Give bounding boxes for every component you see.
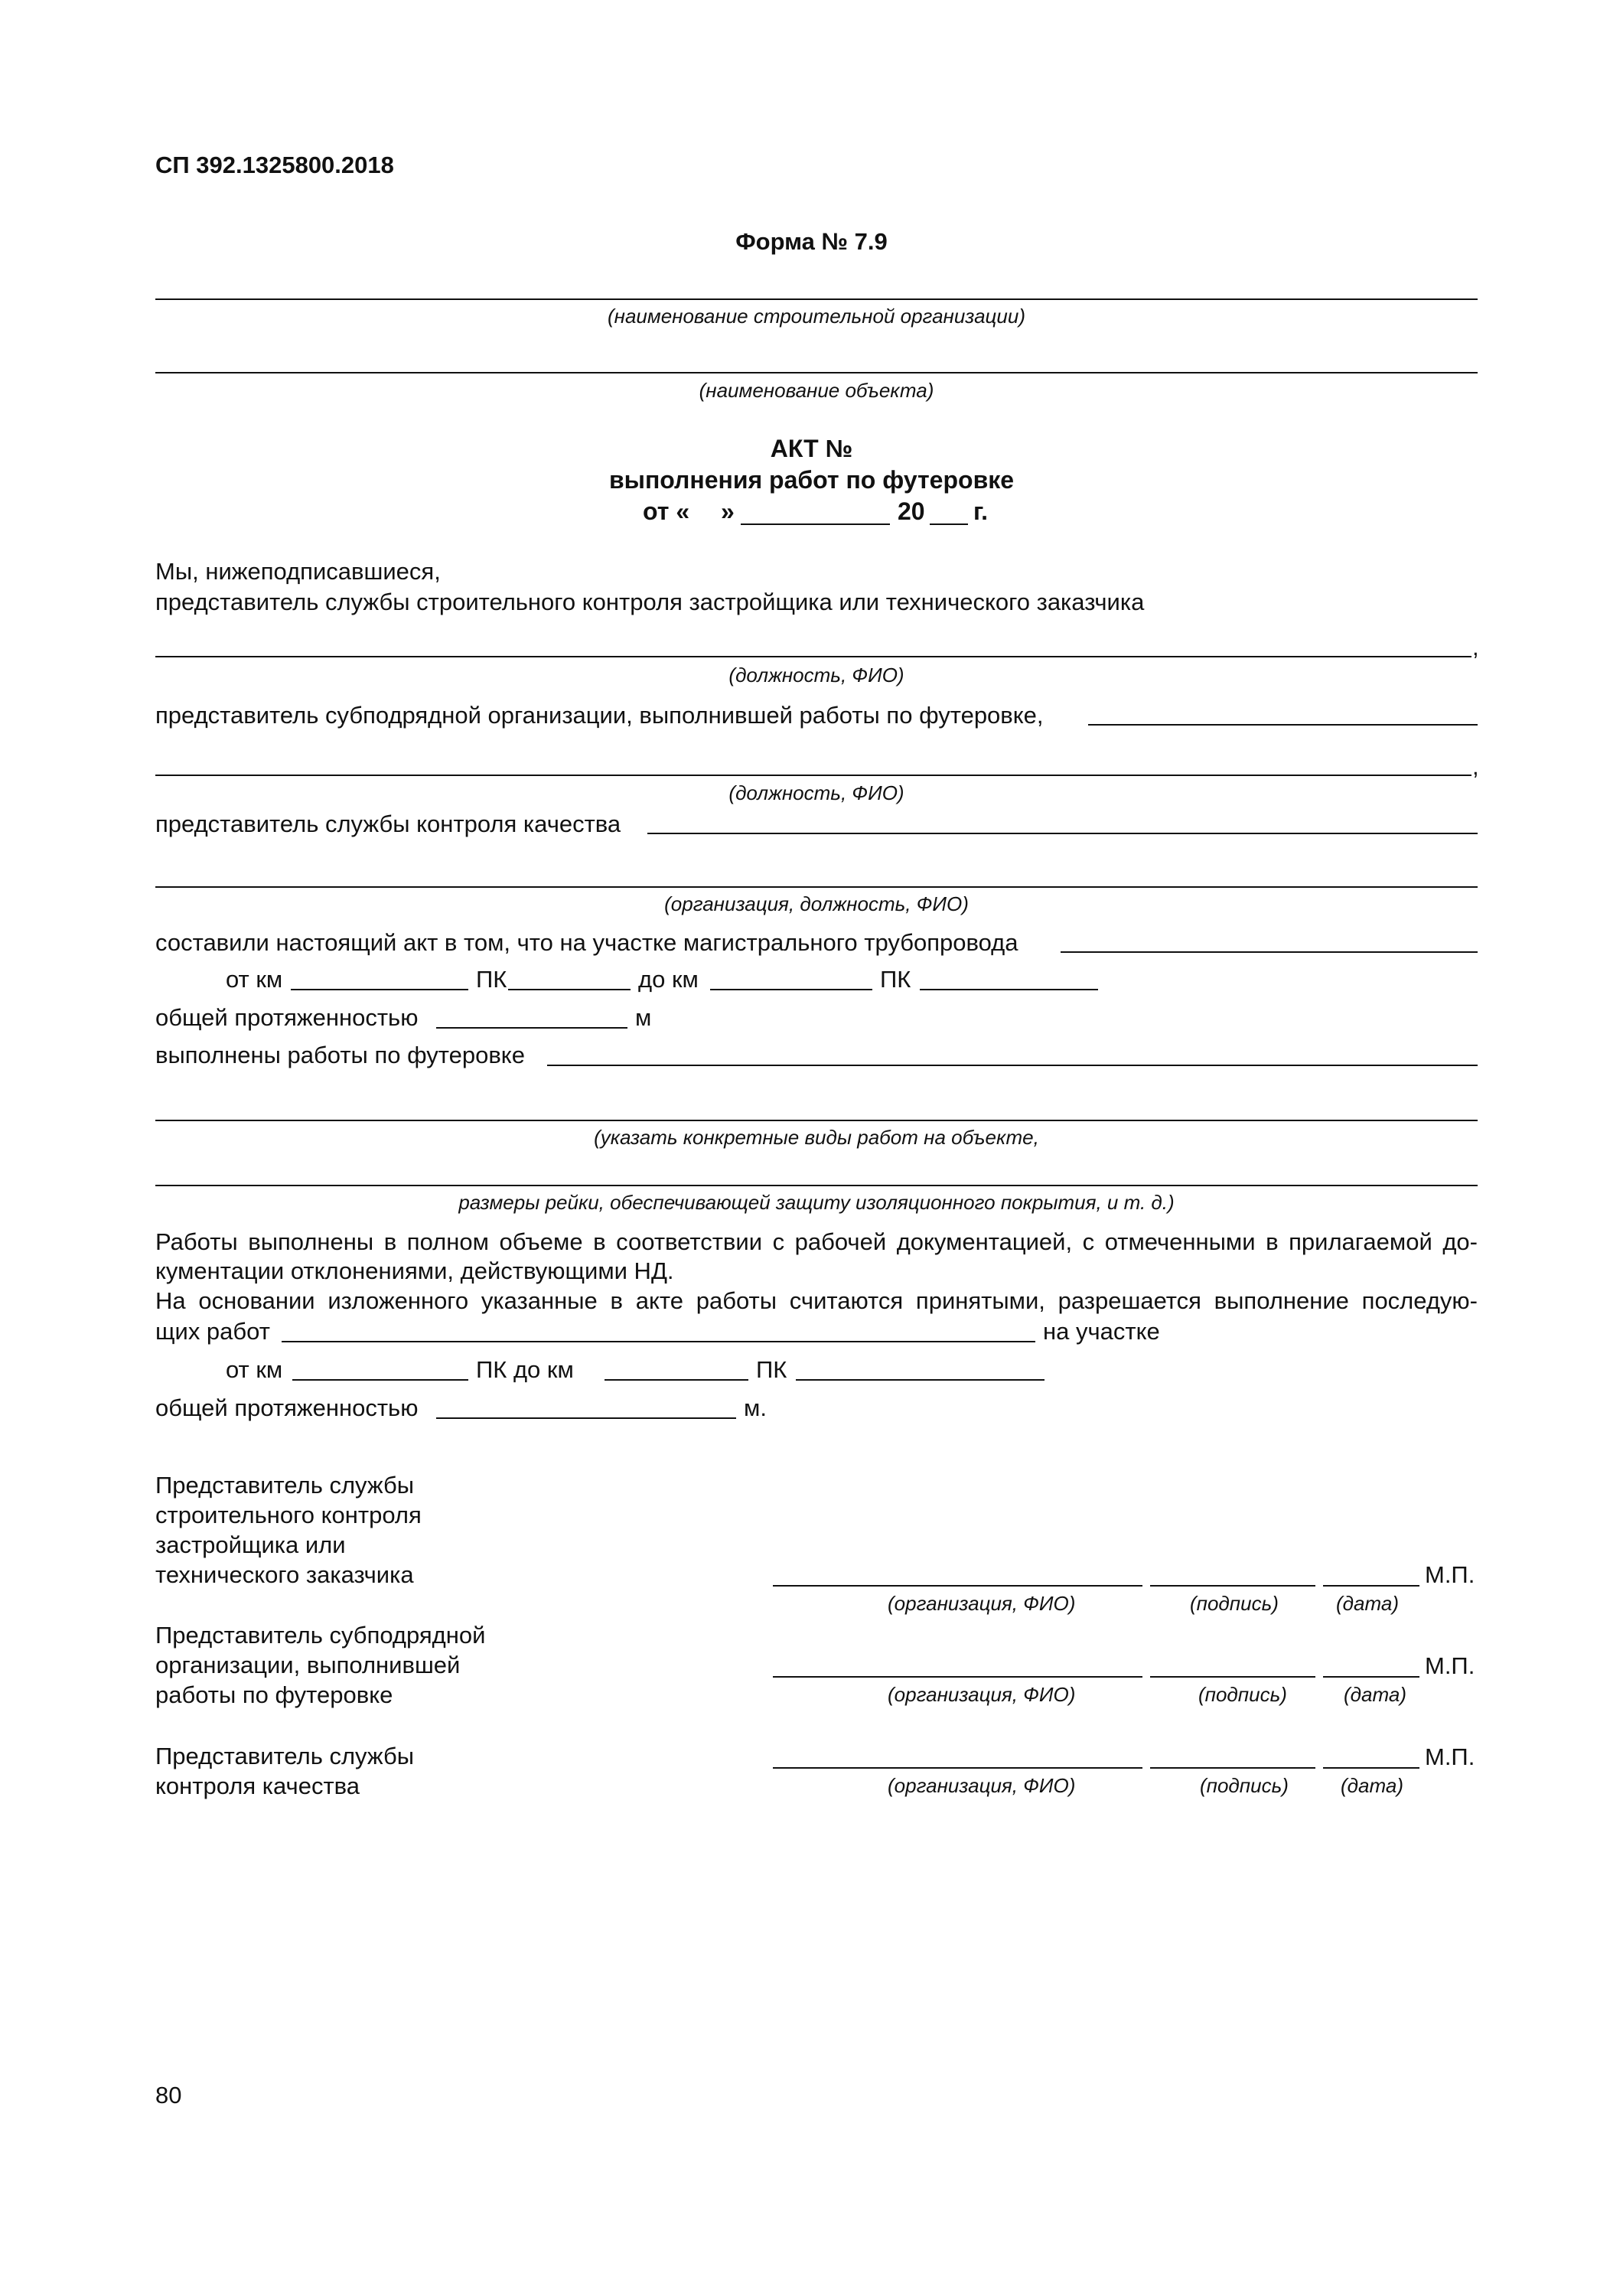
sig2-cap-sign: (подпись) bbox=[1198, 1683, 1287, 1706]
work-types-caption: (указать конкретные виды работ на объекте, bbox=[594, 1126, 1039, 1149]
sig3-cap-org: (организация, ФИО) bbox=[888, 1774, 1076, 1797]
total-length-field-2[interactable] bbox=[436, 1417, 736, 1419]
work-types-field[interactable] bbox=[155, 1120, 1478, 1121]
from-km-label-2: от км bbox=[226, 1356, 283, 1383]
rep-construction-control-field[interactable] bbox=[155, 656, 1471, 657]
rep-construction-control-text: представитель службы строительного контроля застройщика или технического заказчика bbox=[155, 589, 1145, 615]
from-km-field[interactable] bbox=[291, 989, 468, 990]
sig3-title-line2: контроля качества bbox=[155, 1773, 360, 1799]
sig3-title-line1: Представитель службы bbox=[155, 1743, 415, 1769]
from-km-field-2[interactable] bbox=[292, 1379, 468, 1381]
sig1-cap-date: (дата) bbox=[1336, 1592, 1399, 1615]
sig1-org-field[interactable] bbox=[773, 1585, 1142, 1587]
sig1-cap-sign: (подпись) bbox=[1190, 1592, 1279, 1615]
sig3-org-field[interactable] bbox=[773, 1767, 1142, 1769]
total-length-label-1: общей протяженностью bbox=[155, 1004, 419, 1031]
rep-subcontractor-field-2[interactable] bbox=[155, 775, 1471, 776]
comma-1: , bbox=[1472, 634, 1479, 660]
completed-text-line2: кументации отклонениями, действующими НД. bbox=[155, 1257, 674, 1284]
sig2-cap-org: (организация, ФИО) bbox=[888, 1683, 1076, 1706]
form-number: Форма № 7.9 bbox=[735, 228, 888, 255]
pk-to-km-label: ПК до км bbox=[476, 1356, 574, 1383]
unit-m-1: м bbox=[635, 1004, 652, 1031]
page-number: 80 bbox=[155, 2082, 182, 2108]
sig1-date-field[interactable] bbox=[1323, 1585, 1419, 1587]
pk-label-1: ПК bbox=[476, 966, 507, 993]
pk-field-3[interactable] bbox=[796, 1379, 1045, 1381]
position-name-caption-2: (должность, ФИО) bbox=[728, 781, 904, 804]
position-name-caption-1: (должность, ФИО) bbox=[728, 664, 904, 687]
sig3-cap-sign: (подпись) bbox=[1200, 1774, 1289, 1797]
rep-quality-control-text: представитель службы контроля качества bbox=[155, 810, 621, 837]
object-name-line[interactable] bbox=[155, 372, 1478, 373]
to-pk-field[interactable] bbox=[920, 989, 1098, 990]
organization-name-line[interactable] bbox=[155, 298, 1478, 300]
act-date-year-suffix: г. bbox=[973, 497, 989, 525]
pk-label-3: ПК bbox=[756, 1356, 787, 1383]
act-date-year-field[interactable] bbox=[930, 523, 968, 525]
from-pk-field[interactable] bbox=[508, 989, 631, 990]
sig1-title-line4: технического заказчика bbox=[155, 1561, 414, 1588]
work-types-field-2[interactable] bbox=[155, 1185, 1478, 1186]
sig1-title-line2: строительного контроля bbox=[155, 1502, 422, 1528]
pk-label-2: ПК bbox=[880, 966, 911, 993]
sig1-cap-org: (организация, ФИО) bbox=[888, 1592, 1076, 1615]
to-km-field-2[interactable] bbox=[605, 1379, 748, 1381]
sig1-sign-field[interactable] bbox=[1150, 1585, 1315, 1587]
organization-name-caption: (наименование строительной организации) bbox=[607, 305, 1025, 328]
act-subtitle: выполнения работ по футеровке bbox=[608, 466, 1015, 494]
sig3-sign-field[interactable] bbox=[1150, 1767, 1315, 1769]
to-km-label: до км bbox=[638, 966, 699, 993]
works-done-label: выполнены работы по футеровке bbox=[155, 1042, 525, 1068]
completed-text-line1: Работы выполнены в полном объеме в соответствии с рабочей документацией, с отмеченными в прилагаемой до- bbox=[155, 1228, 1478, 1255]
act-date-month-field[interactable] bbox=[741, 523, 890, 525]
based-on-text-line1: На основании изложенного указанные в акте работы считаются принятыми, разрешается выполнение последую- bbox=[155, 1287, 1478, 1314]
sig2-date-field[interactable] bbox=[1323, 1676, 1419, 1678]
total-length-label-2: общей протяженностью bbox=[155, 1394, 419, 1421]
compiled-act-text: составили настоящий акт в том, что на участке магистрального трубопровода bbox=[155, 929, 1018, 956]
sig2-stamp: М.П. bbox=[1425, 1652, 1475, 1679]
rep-subcontractor-field[interactable] bbox=[1088, 724, 1478, 726]
sig2-title-line2: организации, выполнившей bbox=[155, 1652, 461, 1678]
sig1-title-line1: Представитель службы bbox=[155, 1472, 415, 1499]
sig3-date-field[interactable] bbox=[1323, 1767, 1419, 1769]
sig3-cap-date: (дата) bbox=[1341, 1774, 1403, 1797]
sig1-stamp: М.П. bbox=[1425, 1561, 1475, 1588]
from-km-label: от км bbox=[226, 966, 283, 993]
act-date-quote-close: » bbox=[721, 497, 735, 525]
sig2-org-field[interactable] bbox=[773, 1676, 1142, 1678]
act-title: АКТ № bbox=[770, 435, 853, 462]
total-length-field-1[interactable] bbox=[436, 1027, 627, 1029]
sig3-stamp: М.П. bbox=[1425, 1743, 1475, 1770]
sig2-title-line3: работы по футеровке bbox=[155, 1681, 393, 1708]
unit-m-2: м. bbox=[744, 1394, 767, 1421]
sig2-cap-date: (дата) bbox=[1344, 1683, 1406, 1706]
rep-quality-control-field-2[interactable] bbox=[155, 886, 1478, 888]
org-position-name-caption: (организация, должность, ФИО) bbox=[664, 892, 969, 915]
based-on-text-line2: щих работ bbox=[155, 1318, 270, 1345]
act-date-year-prefix: 20 bbox=[898, 497, 925, 525]
we-undersigned-text: Мы, нижеподписавшиеся, bbox=[155, 558, 441, 585]
rep-quality-control-field[interactable] bbox=[647, 833, 1478, 834]
sig2-sign-field[interactable] bbox=[1150, 1676, 1315, 1678]
sig1-title-line3: застройщика или bbox=[155, 1531, 346, 1558]
document-code: СП 392.1325800.2018 bbox=[155, 152, 394, 178]
to-km-field[interactable] bbox=[710, 989, 872, 990]
rep-subcontractor-text: представитель субподрядной организации, выполнившей работы по футеровке, bbox=[155, 702, 1044, 729]
work-types-caption-2: размеры рейки, обеспечивающей защиту изоляционного покрытия, и т. д.) bbox=[458, 1191, 1175, 1214]
comma-2: , bbox=[1472, 753, 1479, 780]
on-section-label: на участке bbox=[1043, 1318, 1160, 1345]
act-date-prefix: от « bbox=[643, 497, 690, 525]
next-works-field[interactable] bbox=[282, 1341, 1035, 1342]
object-name-caption: (наименование объекта) bbox=[699, 379, 934, 402]
pipeline-section-field[interactable] bbox=[1061, 951, 1478, 953]
works-done-field[interactable] bbox=[547, 1065, 1478, 1066]
sig2-title-line1: Представитель субподрядной bbox=[155, 1622, 486, 1649]
